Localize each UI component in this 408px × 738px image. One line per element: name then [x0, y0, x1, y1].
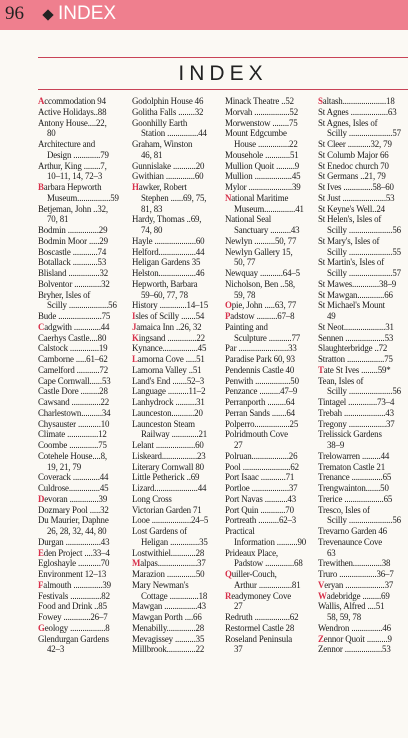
index-entry: Gwithian ..............60	[132, 171, 204, 182]
index-entry: Heligan ..............35	[141, 536, 208, 547]
index-entry: Mylor .....................39	[225, 182, 301, 192]
index-entry: Victorian Garden 71	[132, 504, 202, 515]
index-entry: St Martin's, Isles of	[318, 257, 384, 268]
index-entry: Trevarno Garden 46	[318, 526, 387, 536]
entry-text: altash.....................18	[322, 96, 395, 106]
index-entry: Newlyn Gallery 15,	[225, 246, 293, 257]
index-entry: 27	[234, 601, 243, 612]
index-column-3	[225, 96, 315, 655]
index-entry: Lamorna Valley ..51	[132, 364, 202, 375]
diamond-bullet-icon	[42, 9, 53, 20]
section-name: INDEX	[58, 3, 117, 24]
index-entry: Graham, Winston	[132, 139, 193, 149]
index-entry: 19, 21, 79	[47, 461, 82, 472]
index-entry: Cottage ..............18	[141, 590, 208, 601]
index-entry: Bodmin Moor .....29	[38, 235, 108, 246]
index-entry: Camborne .....61–62	[38, 354, 108, 364]
entry-text: ational Maritime	[231, 192, 289, 203]
index-entry: Mullion ..................45	[225, 171, 301, 182]
index-entry: Antony House....22,	[38, 117, 107, 128]
entry-text: amorna Cove .....51	[137, 354, 205, 364]
index-entry: Cape Cornwall......53	[38, 375, 111, 386]
index-entry-letter-start	[225, 311, 315, 322]
index-entry: Godolphin House 46	[132, 96, 204, 106]
page-title: INDEX	[178, 62, 268, 85]
index-entry: Trebah ....................43	[318, 407, 394, 418]
index-entry: National Seal	[225, 214, 272, 225]
index-entry: 37	[234, 644, 243, 655]
index-entry: Coombe ..............75	[38, 440, 107, 450]
index-column-4	[318, 96, 408, 655]
index-entry: Gunnislake ...........20	[132, 160, 205, 171]
index-entry: St Helen's, Isles of	[318, 214, 382, 225]
index-entry: 63	[327, 547, 336, 558]
index-entry: St Michael's Mount	[318, 300, 385, 311]
index-entry: 80	[47, 128, 56, 139]
entry-text: adstow ..........67–8	[230, 311, 295, 321]
letter-initial: J	[132, 321, 137, 332]
index-entry: Lelant ...................60	[132, 440, 204, 450]
index-entry-letter-start	[225, 591, 315, 602]
index-entry: Caerhys Castle....80	[38, 332, 107, 343]
letter-initial: K	[132, 332, 139, 343]
index-entry: St Keyne's Well..24	[318, 203, 385, 214]
index-entry: Scilly .....................57	[327, 128, 401, 139]
letter-initial: I	[132, 311, 136, 321]
index-entry: Scilly .....................55	[327, 246, 401, 257]
index-entry: St Agnes, Isles of	[318, 117, 378, 128]
index-entry: Slaughterbridge ..72	[318, 343, 388, 354]
letter-initial: A	[38, 96, 45, 106]
index-entry: 38–9	[327, 440, 345, 450]
index-entry-letter-start	[132, 354, 222, 365]
index-entry: Egloshayle ...........70	[38, 558, 110, 569]
index-entry: 27	[234, 440, 243, 450]
entry-text: uiller-Couch,	[231, 569, 277, 579]
index-entry: Stephen ......69, 75,	[141, 192, 207, 203]
index-entry-letter-start	[132, 322, 222, 333]
index-entry: Sanctuary ..........43	[234, 225, 300, 235]
index-entry: Mevagissey ..........35	[132, 633, 205, 644]
index-entry: Museum...............41	[234, 203, 304, 214]
index-entry: Boscastle ............74	[38, 246, 107, 257]
index-entry: Menabilly..............28	[132, 622, 205, 633]
index-entry: Mawgan ................43	[132, 601, 206, 612]
index-entry-letter-start	[225, 569, 315, 580]
index-entry: Calstock ..............19	[38, 343, 108, 354]
letter-initial: Q	[225, 569, 232, 579]
index-entry-letter-start	[38, 182, 128, 193]
index-entry: Tintagel ..............73–4	[318, 397, 395, 407]
index-entry: 59, 78	[234, 289, 256, 300]
index-entry: St Mawes.............38–9	[318, 278, 397, 289]
index-entry-letter-start	[38, 322, 128, 333]
index-entry: Wendron ...............46	[318, 622, 391, 633]
index-entry: St Columb Major 66	[318, 149, 389, 160]
index-entry: Wallis, Alfred ....51	[318, 601, 385, 612]
index-entry: Minack Theatre ..52	[225, 96, 294, 106]
entry-text: adgwith .............44	[44, 321, 110, 332]
index-entry-letter-start	[132, 311, 222, 322]
index-entry: Information ..........90	[234, 536, 307, 547]
index-entry: Dozmary Pool .....32	[38, 504, 109, 515]
index-entry: Trematon Castle 21	[318, 461, 385, 472]
index-entry: Millbrook..............22	[132, 644, 205, 655]
index-entry: Bolventor .............32	[38, 278, 110, 289]
index-entry: Scilly .....................56	[327, 515, 401, 526]
index-entry: Mullion Quoit .........9	[225, 160, 300, 171]
entry-text: evoran ..............39	[44, 493, 108, 504]
index-entry: Bryher, Isles of	[38, 289, 91, 300]
index-entry: Hepworth, Barbara	[132, 278, 198, 289]
index-entry: 58, 59, 78	[327, 612, 362, 622]
index-entry: Portreath ..........62–3	[225, 515, 297, 526]
title-rule-bottom	[38, 89, 408, 90]
index-entry: Zennor ..................53	[318, 644, 391, 655]
index-entry: Truro ..................36–7	[318, 569, 394, 579]
index-entry: Scilly ...................56	[47, 300, 117, 311]
index-entry: Perran Sands .......64	[225, 407, 295, 418]
index-entry: Roseland Peninsula	[225, 633, 293, 644]
index-entry: Tresco, Isles of	[318, 504, 370, 515]
letter-initial: G	[38, 622, 45, 633]
index-entry: Coverack .............44	[38, 472, 109, 483]
entry-text: alpas...................37	[140, 558, 206, 569]
index-entry-letter-start	[132, 333, 222, 344]
index-entry: Literary Cornwall 80	[132, 461, 204, 472]
index-entry-letter-start	[225, 300, 315, 311]
index-entry-letter-start	[318, 591, 408, 602]
index-entry: Marazion ..............50	[132, 569, 205, 579]
index-entry: Heligan Gardens 35	[132, 257, 201, 268]
index-entry: Kynance.................45	[132, 343, 207, 354]
index-entry: Blisland ...............32	[38, 268, 109, 278]
index-entry: Portloe ..................37	[225, 483, 298, 493]
index-entry: St Neot....................31	[318, 321, 394, 332]
index-entry: St Enedoc church 70	[318, 160, 389, 171]
index-entry: Paradise Park 60, 93	[225, 354, 295, 364]
index-entry: 50, 77	[234, 257, 256, 268]
letter-initial: H	[132, 182, 139, 192]
entry-text: sles of Scilly .......54	[135, 311, 205, 321]
index-entry: Looe ...................24–5	[132, 515, 209, 526]
index-entry: Festivals ...............82	[38, 590, 110, 601]
index-entry: Mawgan Porth ....66	[132, 612, 202, 622]
letter-initial: O	[225, 300, 232, 311]
index-entry: Du Maurier, Daphne	[38, 515, 109, 526]
index-entry: Castle Dore .........28	[38, 386, 108, 397]
index-entry: Arthur, King ........7,	[38, 160, 107, 171]
index-entry: Station ...............44	[141, 128, 207, 139]
index-entry-letter-start	[38, 580, 128, 591]
index-entry: Newlyn ..........50, 77	[225, 235, 297, 246]
index-entry: 81, 83	[141, 203, 163, 214]
index-entry: Tean, Isles of	[318, 375, 364, 386]
index-entry-letter-start	[38, 96, 128, 107]
index-entry: Architecture and	[38, 139, 95, 149]
letter-initial: D	[38, 493, 45, 504]
index-entry: Botallack ............53	[38, 257, 107, 268]
index-entry: Par ........................33	[225, 343, 297, 354]
index-entry-letter-start	[132, 182, 222, 193]
index-entry: Redruth .................62	[225, 612, 299, 622]
index-entry: Scilly .....................56	[327, 225, 401, 235]
index-entry-letter-start	[38, 494, 128, 505]
entry-text: ate St Ives ........59*	[323, 364, 391, 375]
entry-text: eadymoney Cove	[231, 590, 292, 601]
index-entry: Goonhilly Earth	[132, 117, 188, 128]
entry-text: awker, Robert	[138, 182, 187, 192]
index-entry: Pool .......................62	[225, 461, 299, 472]
index-entry: Tregony ..................37	[318, 418, 395, 429]
index-entry: Glendurgan Gardens	[38, 633, 109, 644]
index-entry: 42–3	[47, 644, 65, 655]
index-column-1	[38, 96, 128, 655]
index-entry: Scilly .....................56	[327, 386, 401, 397]
index-entry: Lost Gardens of	[132, 526, 187, 536]
index-entry: Trerice ...................65	[318, 493, 393, 504]
index-entry: Stratton ..................75	[318, 354, 393, 364]
index-entry: Fowey .............26–7	[38, 612, 108, 622]
index-entry: Perranporth .........64	[225, 397, 295, 407]
letter-initial: E	[38, 547, 44, 558]
index-entry: St Germans ..21, 79	[318, 171, 386, 182]
index-entry-letter-start	[318, 634, 408, 645]
letter-initial: N	[225, 192, 232, 203]
letter-initial: Z	[318, 633, 324, 644]
index-entry: Trelowarren .........44	[318, 450, 390, 461]
index-entry: Arthur ................81	[234, 579, 301, 590]
index-entry: St Ives ..............58–60	[318, 182, 394, 192]
index-entry-letter-start	[318, 580, 408, 591]
index-entry: Helford..................44	[132, 246, 205, 257]
index-entry: St Mawgan.............66	[318, 289, 393, 300]
index-entry: 70, 81	[47, 214, 69, 225]
entry-text: den Project ....33–4	[43, 547, 110, 558]
index-entry: Liskeard.................23	[132, 450, 206, 461]
index-entry: Mousehole ............51	[225, 149, 299, 160]
index-entry: Long Cross	[132, 493, 172, 504]
index-entry: Polruan..................26	[225, 450, 298, 461]
index-entry: Helston..................46	[132, 268, 205, 278]
index-entry: Bodmin ...............29	[38, 225, 108, 235]
index-entry: Launceston...........20	[132, 407, 203, 418]
index-entry: Trenance ...............65	[318, 472, 392, 483]
index-entry: Language ..........11–2	[132, 386, 206, 397]
index-entry: Museum................59	[47, 192, 119, 203]
entry-text: eryan ...................37	[324, 579, 394, 590]
index-entry: Hayle ....................60	[132, 235, 205, 246]
index-entry: Penzance ..........47–9	[225, 386, 298, 397]
index-entry: Bude .....................75	[38, 311, 111, 321]
index-entry: Polridmouth Cove	[225, 429, 288, 440]
index-entry: Cawsand ..............22	[38, 397, 110, 407]
index-entry: Active Holidays..88	[38, 106, 107, 117]
index-entry: Penwith .................50	[225, 375, 299, 386]
index-entry-letter-start	[318, 96, 408, 107]
index-entry: 10–11, 14, 72–3	[47, 171, 103, 182]
index-entry: Scilly .....................57	[327, 268, 401, 278]
index-entry: Trewithen..............38	[318, 558, 391, 569]
title-rule-top	[38, 57, 408, 58]
index-entry-letter-start	[318, 365, 408, 376]
index-entry: Lizard.....................44	[132, 483, 207, 493]
entry-text: ccommodation 94	[44, 96, 106, 106]
index-entry: Morwenstow ........75	[225, 117, 298, 128]
index-entry: Morvah .................52	[225, 106, 299, 117]
index-entry: Hardy, Thomas ..69,	[132, 214, 202, 225]
index-entry: Practical	[225, 526, 255, 536]
entry-text: arbara Hepworth	[43, 182, 102, 192]
index-entry: Padstow ..............68	[234, 558, 303, 569]
page-header-band	[0, 0, 408, 30]
letter-initial: T	[318, 364, 324, 375]
index-entry: Railway .............21	[141, 429, 208, 440]
index-entry-letter-start	[38, 548, 128, 559]
letter-initial: F	[38, 579, 44, 590]
index-entry: Mount Edgcumbe	[225, 128, 287, 139]
index-entry: Port Quin ............70	[225, 504, 294, 515]
index-entry: Culdrose...............45	[38, 483, 109, 493]
index-entry: Lanhydrock ..........31	[132, 397, 205, 407]
index-entry: Golitha Falls ........32	[132, 106, 204, 117]
index-entry: St Just .....................53	[318, 192, 395, 203]
index-entry: 46, 81	[141, 149, 163, 160]
entry-text: adebridge .........69	[326, 590, 390, 601]
letter-initial: R	[225, 590, 232, 601]
index-entry: Camelford ...........72	[38, 364, 109, 375]
index-entry-letter-start	[132, 558, 222, 569]
index-entry: Little Petherick ..69	[132, 472, 200, 483]
index-entry-letter-start	[38, 623, 128, 634]
letter-initial: C	[38, 321, 45, 332]
entry-text: pie, John .....63, 77	[231, 300, 297, 311]
index-entry: House ...............22	[234, 139, 298, 149]
entry-text: ingsand ..............22	[138, 332, 205, 343]
index-entry: 74, 80	[141, 225, 163, 235]
index-entry: St Mary's, Isles of	[318, 235, 380, 246]
index-entry: St Cleer ...........32, 79	[318, 139, 392, 149]
index-entry: Cotehele House....8,	[38, 450, 107, 461]
index-entry: Land's End .......52–3	[132, 375, 205, 386]
index-column-2	[132, 96, 222, 655]
index-entry-letter-start	[225, 193, 315, 204]
index-entry: Trelissick Gardens	[318, 429, 382, 440]
index-entry: 59–60, 77, 78	[141, 289, 188, 300]
letter-initial: M	[132, 558, 141, 569]
index-entry: Sennen ...................53	[318, 332, 394, 343]
letter-initial: V	[318, 579, 325, 590]
index-entry: St Agnes ..................63	[318, 106, 397, 117]
index-entry: Mary Newman's	[132, 579, 189, 590]
index-entry: Food and Drink ..85	[38, 601, 107, 612]
index-entry: Restormel Castle 28	[225, 622, 295, 633]
page-number: 96	[5, 3, 24, 24]
index-entry: Launceston Steam	[132, 418, 195, 429]
index-entry: Lostwithiel............28	[132, 547, 205, 558]
letter-initial: S	[318, 96, 323, 106]
entry-text: almouth ..............39	[43, 579, 111, 590]
index-entry: Port Isaac ............71	[225, 472, 295, 483]
index-entry: Port Navas ...........43	[225, 493, 297, 504]
index-entry: Charlestown..........34	[38, 407, 111, 418]
index-entry: Durgan .................43	[38, 536, 110, 547]
index-columns	[38, 96, 408, 736]
index-entry: 49	[327, 311, 336, 321]
letter-initial: P	[225, 311, 231, 321]
index-entry: Chysauster ...........10	[38, 418, 110, 429]
index-entry: Trengwainton.......50	[318, 483, 389, 493]
index-entry: Newquay ...........64–5	[225, 268, 300, 278]
index-entry: 26, 28, 32, 44, 80	[47, 526, 107, 536]
index-entry: Environment 12–13	[38, 569, 107, 579]
index-entry: Design .............79	[47, 149, 109, 160]
letter-initial: W	[318, 590, 327, 601]
index-entry: Painting and	[225, 321, 268, 332]
letter-initial: L	[132, 354, 138, 364]
index-entry: Trevenaunce Cove	[318, 536, 383, 547]
index-entry: Betjeman, John ..32,	[38, 203, 108, 214]
index-entry: Prideaux Place,	[225, 547, 278, 558]
entry-text: ennor Quoit ..........9	[323, 633, 392, 644]
index-entry: Climate ...............12	[38, 429, 107, 440]
index-entry: Nicholson, Ben ..58,	[225, 278, 295, 289]
entry-text: eology .................8	[44, 622, 110, 633]
index-entry: Pendennis Castle 40	[225, 364, 295, 375]
entry-text: amaica Inn ..26, 32	[136, 321, 202, 332]
index-entry: History .............14–15	[132, 300, 208, 311]
index-entry: Sculpture ...........77	[234, 332, 301, 343]
index-entry: Polperro.................25	[225, 418, 299, 429]
letter-initial: B	[38, 182, 44, 192]
